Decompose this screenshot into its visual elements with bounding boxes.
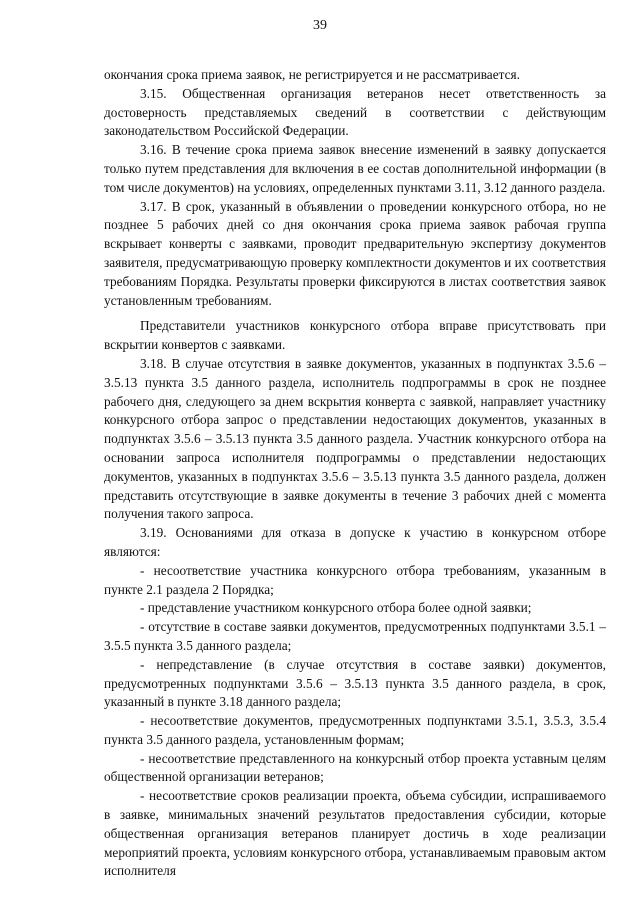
list-item-1: - несоответствие участника конкурсного отбора требованиям, указанным в пункте 2.1 раздела 2 Порядка;	[104, 562, 606, 597]
paragraph-3-15: 3.15. Общественная организация ветеранов несет ответственность за достоверность представляемых сведений в соответствии с действующим законодательством Российской Федерации.	[104, 85, 606, 139]
paragraph-3-16: 3.16. В течение срока приема заявок внесение изменений в заявку допускается только путем представления для включения в ее состав дополнительной информации (в том числе документов) на условиях, определенных пунктами 3.11, 3.12 данного раздела.	[104, 142, 606, 195]
paragraph-3-18: 3.18. В случае отсутствия в заявке документов, указанных в подпунктах 3.5.6 – 3.5.13 пункта 3.5 данного раздела, исполнитель подпрограммы в срок не позднее рабочего дня, следующего за днем вскрытия конверта с заявкой, направляет участнику конкурсного отбора запрос о представлении недостающих документов, указанных в подпунктах 3.5.6 – 3.5.13 пункта 3.5 данного раздела. Участник конкурсного отбора на основании запроса исполнителя подпрограммы о представлении недостающих документов, указанных в подпунктах 3.5.6 – 3.5.13 пункта 3.5 данного раздела, должен представить отсутствующие в заявке документы в течение 3 рабочих дней с момента получения такого запроса.	[104, 355, 606, 522]
paragraph-continuation: окончания срока приема заявок, не регистрируется и не рассматривается.	[104, 67, 520, 82]
list-item-5: - несоответствие документов, предусмотренных подпунктами 3.5.1, 3.5.3, 3.5.4 пункта 3.5 данного раздела, установленным формам;	[104, 713, 606, 747]
list-item-7: - несоответствие сроков реализации проекта, объема субсидии, испрашиваемого в заявке, минимальных значений результатов предоставления субсидии, которые общественная организация ветеранов планирует достичь в ходе реализации мероприятий проекта, условиям конкурсного отбора, устанавливаемым правовым актом исполнителя	[104, 788, 606, 879]
list-item-6: - несоответствие представленного на конкурсный отбор проекта уставным целям общественной организации ветеранов;	[104, 750, 606, 785]
paragraph-3-19: 3.19. Основаниями для отказа в допуске к участию в конкурсном отборе являются:	[104, 525, 606, 559]
list-item-4: - непредставление (в случае отсутствия в составе заявки) документов, предусмотренных подпунктами 3.5.6 – 3.5.13 пункта 3.5 данного раздела, в срок, указанный в пункте 3.18 данного раздела;	[104, 656, 606, 710]
list-item-3: - отсутствие в составе заявки документов, предусмотренных подпунктами 3.5.1 – 3.5.5 пункта 3.5 данного раздела;	[104, 619, 606, 653]
list-item-2: - представление участником конкурсного отбора более одной заявки;	[140, 600, 532, 616]
page-number: 39	[313, 18, 327, 33]
paragraph-representatives: Представители участников конкурсного отбора вправе присутствовать при вскрытии конвертов с заявками.	[104, 318, 606, 353]
paragraph-3-17: 3.17. В срок, указанный в объявлении о проведении конкурсного отбора, но не позднее 5 рабочих дней со дня окончания срока приема заявок рабочая группа вскрывает конверты с заявками, проводит предварительную экспертизу документов заявителя, предусматривающую проверку комплектности документов и их соответствия требованиям Порядка. Результаты проверки фиксируются в листах соответствия заявок установленным требованиям.	[104, 198, 606, 308]
document-body	[104, 66, 606, 881]
